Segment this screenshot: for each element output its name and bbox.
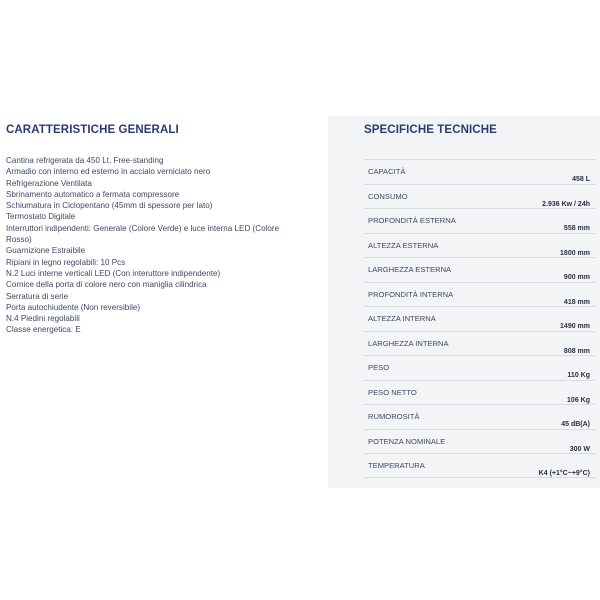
feature-item: Guarnizione Estraibile — [6, 246, 86, 256]
spec-value: 558 mm — [563, 225, 590, 232]
feature-item: N.4 Piedini regolabili — [6, 314, 80, 324]
technical-specs-title: SPECIFICHE TECNICHE — [364, 124, 497, 136]
technical-specs-section — [328, 116, 600, 488]
spec-value: 2.936 Kw / 24h — [542, 200, 590, 208]
spec-value: 418 mm — [563, 298, 590, 306]
spec-label: LARGHEZZA INTERNA — [368, 338, 449, 348]
spec-row-internal-width — [364, 331, 595, 356]
feature-item: Cantina refrigerata da 450 Lt. Free-standing — [6, 156, 164, 165]
feature-item: Sbrinamento automatico a fermata compressore — [6, 189, 180, 199]
spec-value: 1800 mm — [560, 249, 590, 257]
spec-row-noise — [364, 404, 595, 429]
spec-row-external-width — [364, 257, 595, 282]
spec-row-net-weight — [364, 380, 595, 405]
spec-label: PESO NETTO — [368, 387, 417, 397]
spec-label: RUMOROSITÀ — [368, 412, 420, 421]
specs-table — [364, 159, 595, 478]
feature-item: Cornice della porta di colore nero con maniglia cilindrica — [6, 280, 207, 290]
feature-item: Refrigerazione Ventilata — [6, 178, 92, 188]
spec-label: PROFONDITÀ INTERNA — [368, 289, 454, 299]
spec-row-capacity — [364, 159, 595, 184]
spec-label: PESO — [368, 363, 390, 372]
spec-row-external-height — [364, 233, 595, 258]
feature-item: Schiumatura in Ciclopentano (45mm di spessore per lato) — [6, 201, 213, 211]
spec-row-consumption — [364, 184, 595, 209]
spec-label: TEMPERATURA — [368, 461, 425, 470]
spec-label: PROFONDITÀ ESTERNA — [368, 216, 456, 225]
spec-value: 458 L — [572, 176, 590, 183]
spec-row-internal-height — [364, 306, 595, 331]
spec-row-weight — [364, 355, 595, 380]
spec-label: LARGHEZZA ESTERNA — [368, 265, 452, 274]
spec-label: CAPACITÀ — [368, 167, 406, 176]
feature-item: Serratura di serie — [6, 291, 69, 301]
spec-value: 45 dB(A) — [561, 421, 590, 428]
spec-value: 300 W — [569, 445, 590, 453]
general-features-list — [6, 155, 324, 336]
spec-label: ALTEZZA ESTERNA — [368, 240, 439, 250]
spec-value: 808 mm — [563, 347, 590, 355]
spec-row-external-depth — [364, 208, 595, 233]
spec-label: ALTEZZA INTERNA — [368, 314, 436, 323]
spec-row-internal-depth — [364, 282, 595, 307]
spec-label: CONSUMO — [368, 191, 408, 201]
feature-item: Porta autochiudente (Non reversibile) — [6, 302, 141, 312]
feature-item: Armadio con interno ed esterno in acciaio verniciato nero — [6, 167, 211, 177]
spec-value: K4 (+1°C~+9°C) — [538, 470, 590, 477]
feature-item: Classe energetica: E — [6, 325, 81, 335]
spec-row-rated-power — [364, 429, 595, 454]
feature-item: Termostato Digitale — [6, 212, 76, 222]
general-features-title: CARATTERISTICHE GENERALI — [6, 124, 179, 136]
spec-row-temperature — [364, 453, 595, 478]
spec-value: 900 mm — [563, 274, 590, 281]
spec-label: POTENZA NOMINALE — [368, 436, 446, 446]
feature-item: Interruttori indipendenti: Generale (Colore Verde) e luce interna LED (Colore — [6, 223, 280, 233]
spec-value: 106 Kg — [567, 396, 590, 404]
feature-item: Rosso) — [6, 235, 32, 245]
feature-item: N.2 Luci interne verticali LED (Con interuttore indipendente) — [6, 268, 221, 278]
spec-value: 110 Kg — [567, 372, 590, 379]
feature-item: Ripiani in legno regolabili: 10 Pcs — [6, 257, 126, 267]
spec-value: 1490 mm — [560, 323, 590, 330]
